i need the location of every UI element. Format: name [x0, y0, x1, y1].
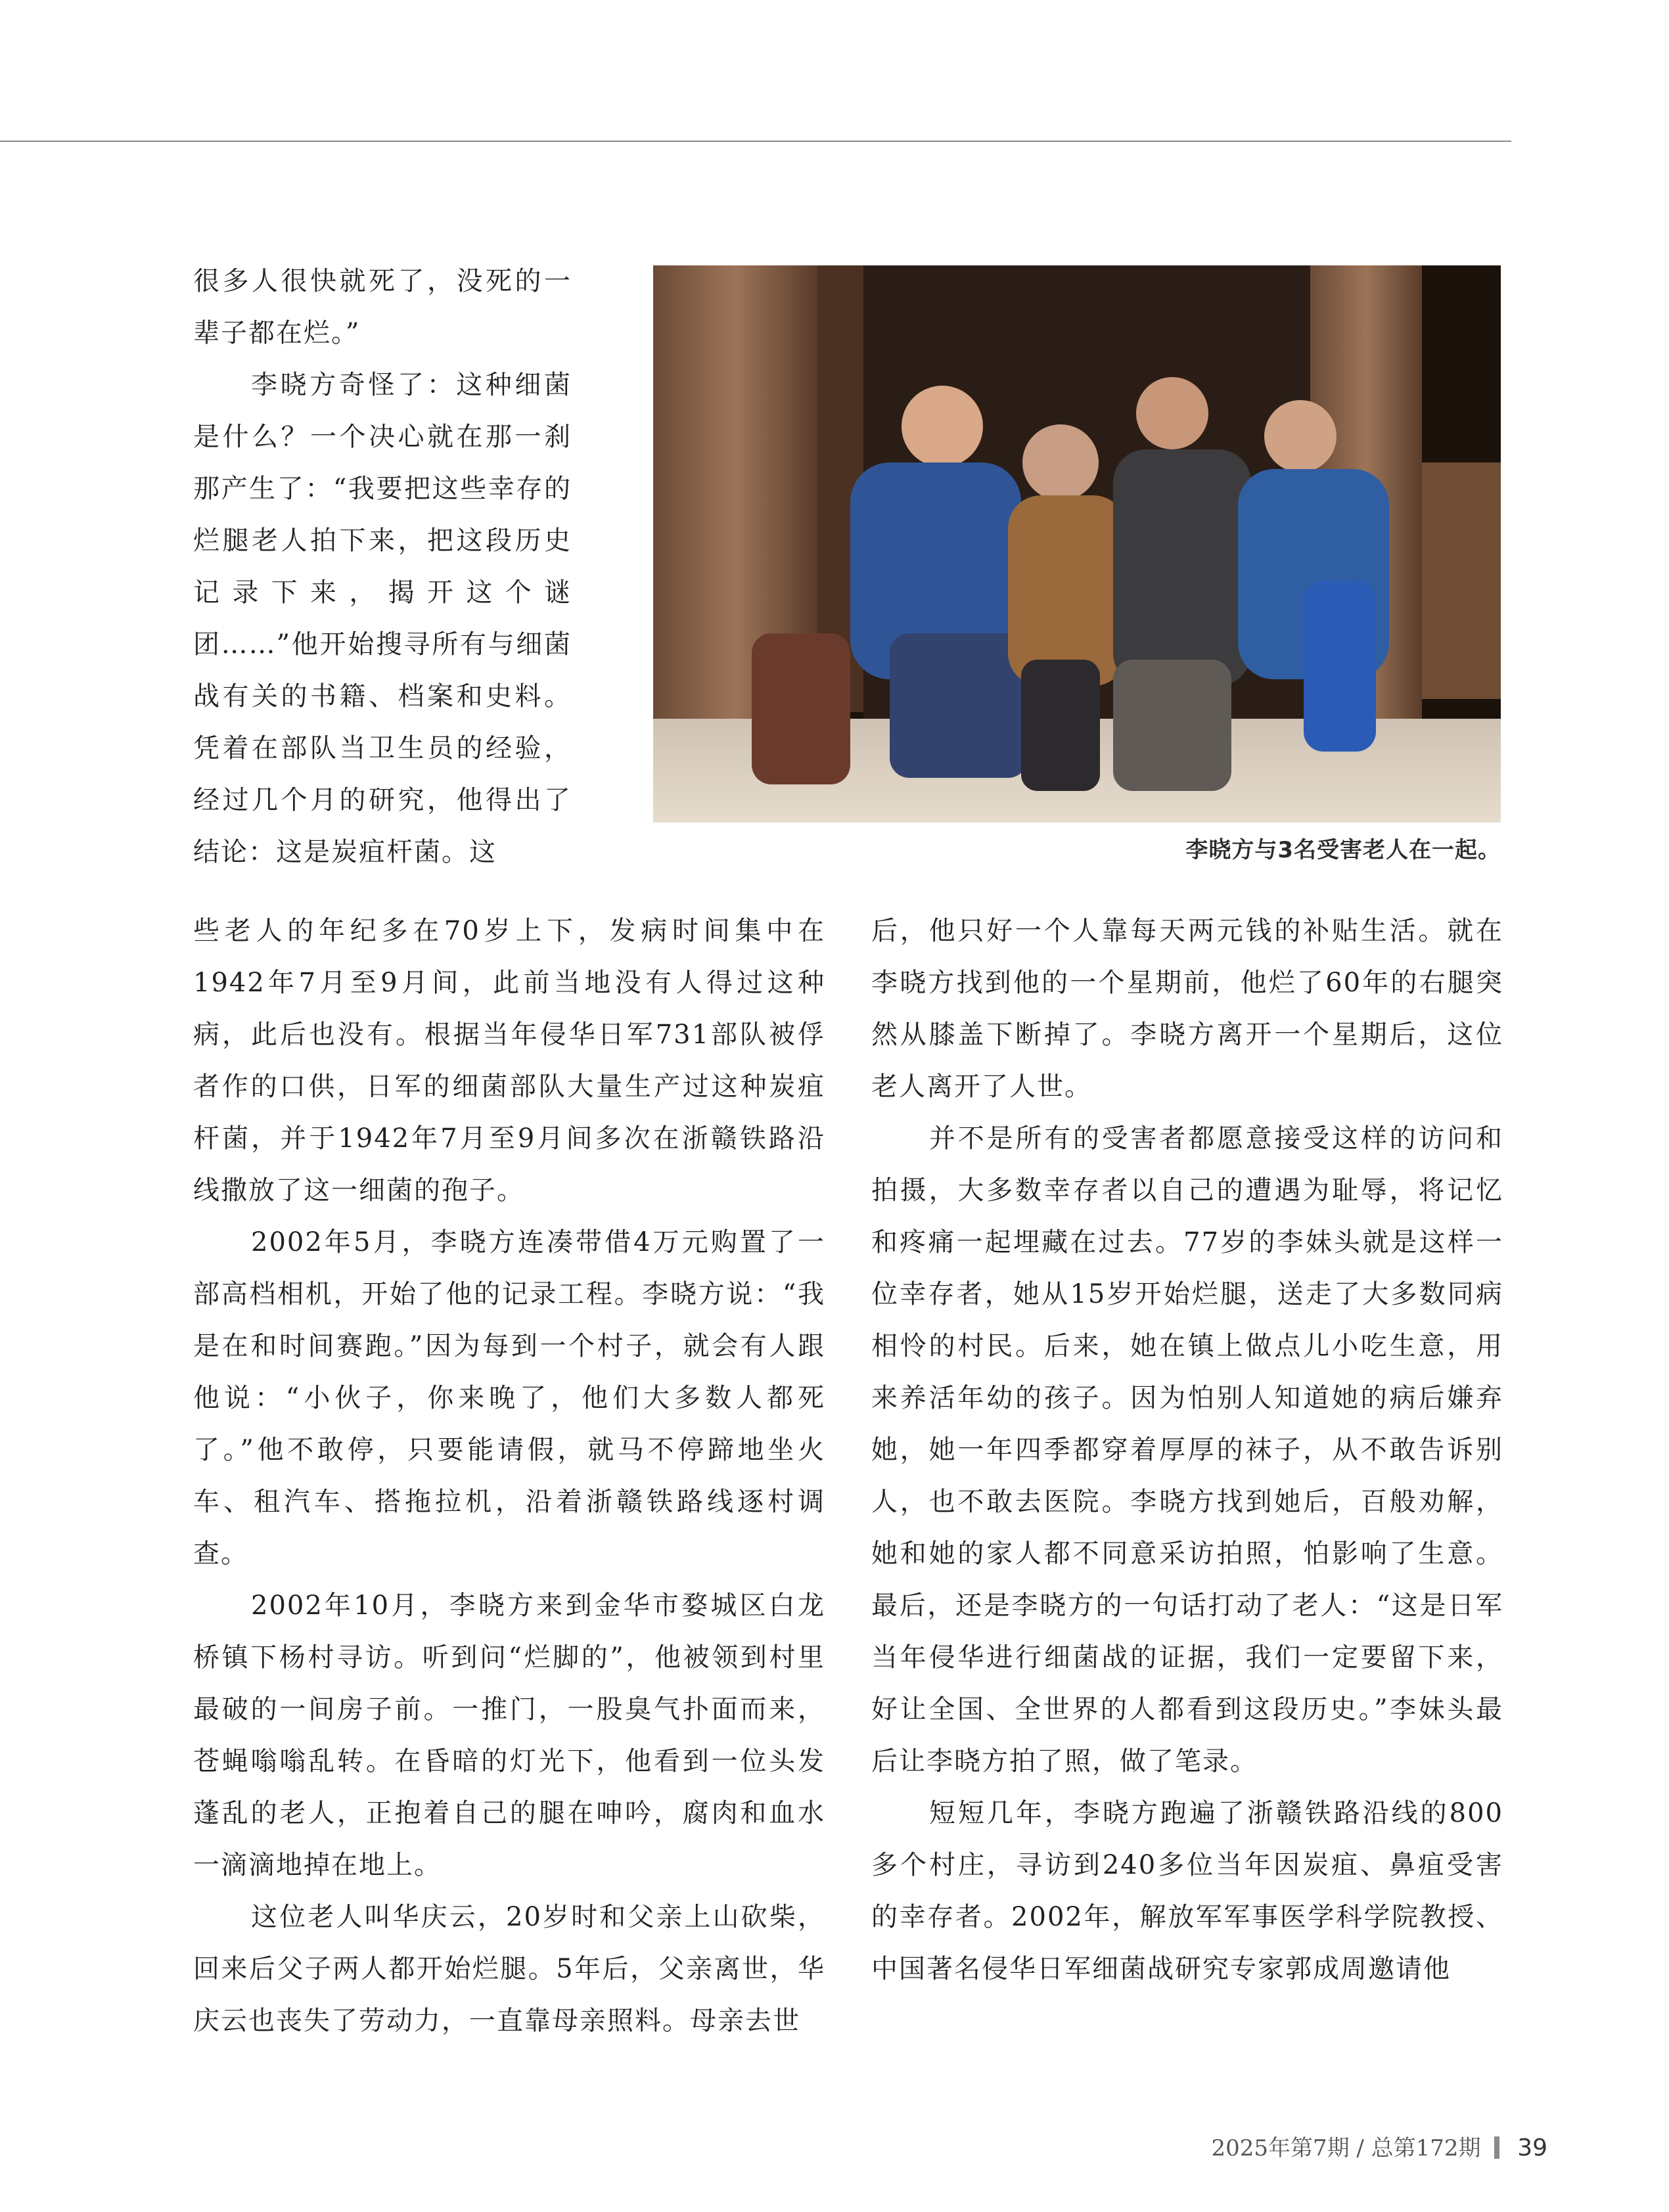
article-photo [653, 265, 1501, 823]
intro-column [193, 256, 572, 878]
body-paragraph: 并不是所有的受害者都愿意接受这样的访问和拍摄，大多数幸存者以自己的遭遇为耻辱，将记忆和疼痛一起埋藏在过去。77岁的李妹头就是这样一位幸存者，她从15岁开始烂腿，送走了大多数同病相怜的村民。后来，她在镇上做点儿小吃生意，用来养活年幼的孩子。因为怕别人知道她的病后嫌弃她，她一年四季都穿着厚厚的袜子，从不敢告诉别人，也不敢去医院。李晓方找到她后，百般劝解，她和她的家人都不同意采访拍照，怕影响了生意。最后，还是李晓方的一句话打动了老人：“这是日军当年侵华进行细菌战的证据，我们一定要留下来，好让全国、全世界的人都看到这段历史。”李妹头最后让李晓方拍了照，做了笔录。 [871, 1123, 1503, 1776]
issue-info: 2025年第7期 / 总第172期 [1211, 2135, 1481, 2161]
photo-illustration [653, 265, 1501, 823]
body-paragraph: 这位老人叫华庆云，20岁时和父亲上山砍柴，回来后父子两人都开始烂腿。5年后，父亲离世，华庆云也丧失了劳动力，一直靠母亲照料。母亲去世 [193, 1902, 825, 2036]
body-paragraph: 李晓方奇怪了：这种细菌是什么？一个决心就在那一刹那产生了：“我要把这些幸存的烂腿老人拍下来，把这段历史记录下来，揭开这个谜团……”他开始搜寻所有与细菌战有关的书籍、档案和史料。凭着在部队当卫生员的经验，经过几个月的研究，他得出了结论：这是炭疽杆菌。这 [193, 370, 572, 867]
left-column [193, 905, 825, 2047]
body-paragraph: 短短几年，李晓方跑遍了浙赣铁路沿线的800多个村庄，寻访到240多位当年因炭疽、鼻疽受害的幸存者。2002年，解放军军事医学科学院教授、中国著名侵华日军细菌战研究专家郭成周邀请他 [871, 1798, 1503, 1984]
body-paragraph: 很多人很快就死了，没死的一辈子都在烂。” [193, 266, 572, 348]
body-paragraph: 些老人的年纪多在70岁上下，发病时间集中在1942年7月至9月间，此前当地没有人得过这种病，此后也没有。根据当年侵华日军731部队被俘者作的口供，日军的细菌部队大量生产过这种炭疽杆菌，并于1942年7月至9月间多次在浙赣铁路沿线撒放了这一细菌的孢子。 [193, 916, 825, 1206]
body-paragraph: 2002年10月，李晓方来到金华市婺城区白龙桥镇下杨村寻访。听到问“烂脚的”，他被领到村里最破的一间房子前。一推门，一股臭气扑面而来，苍蝇嗡嗡乱转。在昏暗的灯光下，他看到一位头发蓬乱的老人，正抱着自己的腿在呻吟，腐肉和血水一滴滴地掉在地上。 [193, 1591, 825, 1880]
body-paragraph: 后，他只好一个人靠每天两元钱的补贴生活。就在李晓方找到他的一个星期前，他烂了60年的右腿突然从膝盖下断掉了。李晓方离开一个星期后，这位老人离开了人世。 [871, 916, 1503, 1102]
photo-caption: 李晓方与3名受害老人在一起。 [1185, 837, 1501, 863]
right-column [871, 905, 1503, 1995]
page-footer [1117, 2130, 1547, 2162]
header-rule [0, 141, 1511, 142]
footer-separator [1494, 2136, 1499, 2159]
body-paragraph: 2002年5月，李晓方连凑带借4万元购置了一部高档相机，开始了他的记录工程。李晓方说：“我是在和时间赛跑。”因为每到一个村子，就会有人跟他说：“小伙子，你来晚了，他们大多数人都死了。”他不敢停，只要能请假，就马不停蹄地坐火车、租汽车、搭拖拉机，沿着浙赣铁路线逐村调查。 [193, 1227, 825, 1569]
page-number: 39 [1517, 2134, 1547, 2161]
